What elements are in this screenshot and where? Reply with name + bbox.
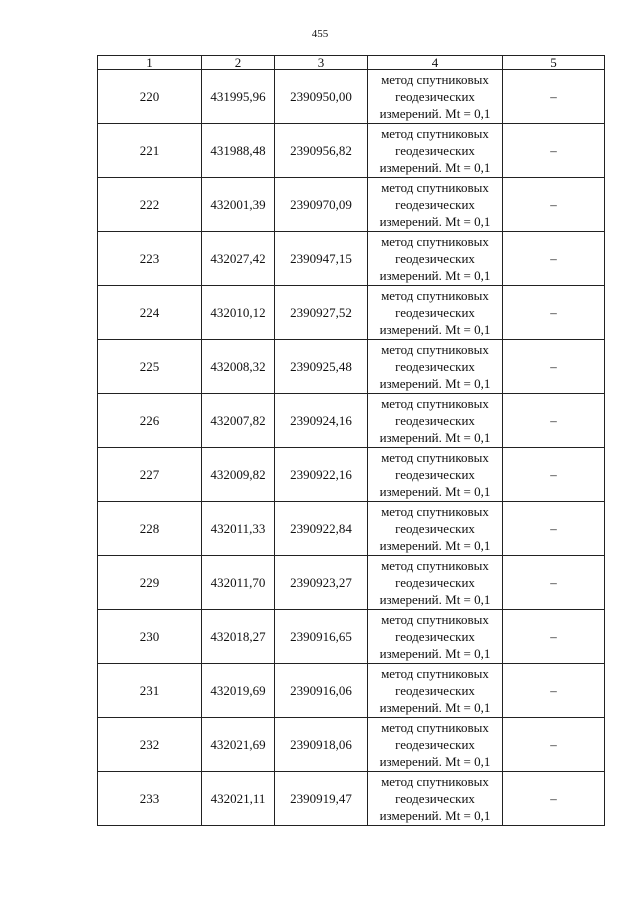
point-number-cell: 230 <box>98 610 202 664</box>
method-cell <box>368 448 503 502</box>
note-cell: – <box>503 70 605 124</box>
note-cell: – <box>503 286 605 340</box>
method-line: геодезических <box>395 359 475 374</box>
table-row <box>98 178 605 232</box>
table-row <box>98 502 605 556</box>
page-number: 455 <box>311 28 329 40</box>
note-cell: – <box>503 556 605 610</box>
method-cell <box>368 286 503 340</box>
method-cell <box>368 124 503 178</box>
method-line: геодезических <box>395 737 475 752</box>
note-cell: – <box>503 664 605 718</box>
table-row <box>98 232 605 286</box>
method-line: измерений. Mt = 0,1 <box>379 700 491 715</box>
table-row <box>98 664 605 718</box>
x-coordinate-cell: 432018,27 <box>202 610 275 664</box>
y-coordinate-cell: 2390919,47 <box>275 772 368 826</box>
point-number-cell: 222 <box>98 178 202 232</box>
x-coordinate-cell: 432021,11 <box>202 772 275 826</box>
y-coordinate-cell: 2390947,15 <box>275 232 368 286</box>
method-line: измерений. Mt = 0,1 <box>379 592 491 607</box>
note-cell: – <box>503 232 605 286</box>
method-line: метод спутниковых <box>381 450 489 465</box>
table-header-row <box>98 56 605 70</box>
method-line: метод спутниковых <box>381 666 489 681</box>
point-number-cell: 227 <box>98 448 202 502</box>
header-col-4: 4 <box>368 56 503 70</box>
y-coordinate-cell: 2390970,09 <box>275 178 368 232</box>
point-number-cell: 228 <box>98 502 202 556</box>
y-coordinate-cell: 2390916,65 <box>275 610 368 664</box>
y-coordinate-cell: 2390927,52 <box>275 286 368 340</box>
method-line: метод спутниковых <box>381 180 489 195</box>
table-row <box>98 772 605 826</box>
method-line: измерений. Mt = 0,1 <box>379 160 491 175</box>
method-line: измерений. Mt = 0,1 <box>379 430 491 445</box>
x-coordinate-cell: 432009,82 <box>202 448 275 502</box>
method-line: геодезических <box>395 575 475 590</box>
y-coordinate-cell: 2390925,48 <box>275 340 368 394</box>
method-line: метод спутниковых <box>381 558 489 573</box>
method-cell <box>368 232 503 286</box>
point-number-cell: 224 <box>98 286 202 340</box>
header-col-5: 5 <box>503 56 605 70</box>
y-coordinate-cell: 2390922,16 <box>275 448 368 502</box>
x-coordinate-cell: 432011,70 <box>202 556 275 610</box>
point-number-cell: 231 <box>98 664 202 718</box>
method-line: геодезических <box>395 791 475 806</box>
method-cell <box>368 70 503 124</box>
note-cell: – <box>503 610 605 664</box>
y-coordinate-cell: 2390923,27 <box>275 556 368 610</box>
header-col-3: 3 <box>275 56 368 70</box>
point-number-cell: 226 <box>98 394 202 448</box>
method-line: метод спутниковых <box>381 126 489 141</box>
method-cell <box>368 664 503 718</box>
method-line: геодезических <box>395 521 475 536</box>
point-number-cell: 220 <box>98 70 202 124</box>
method-cell <box>368 178 503 232</box>
note-cell: – <box>503 340 605 394</box>
table-row <box>98 448 605 502</box>
note-cell: – <box>503 394 605 448</box>
note-cell: – <box>503 124 605 178</box>
note-cell: – <box>503 718 605 772</box>
method-line: метод спутниковых <box>381 612 489 627</box>
point-number-cell: 232 <box>98 718 202 772</box>
method-line: метод спутниковых <box>381 396 489 411</box>
method-line: измерений. Mt = 0,1 <box>379 754 491 769</box>
x-coordinate-cell: 432021,69 <box>202 718 275 772</box>
x-coordinate-cell: 432010,12 <box>202 286 275 340</box>
x-coordinate-cell: 431995,96 <box>202 70 275 124</box>
point-number-cell: 225 <box>98 340 202 394</box>
table-row <box>98 556 605 610</box>
y-coordinate-cell: 2390922,84 <box>275 502 368 556</box>
method-line: измерений. Mt = 0,1 <box>379 214 491 229</box>
method-line: измерений. Mt = 0,1 <box>379 484 491 499</box>
note-cell: – <box>503 448 605 502</box>
table-row <box>98 286 605 340</box>
method-line: метод спутниковых <box>381 234 489 249</box>
method-line: измерений. Mt = 0,1 <box>379 376 491 391</box>
header-col-1: 1 <box>98 56 202 70</box>
table-row <box>98 70 605 124</box>
point-number-cell: 229 <box>98 556 202 610</box>
x-coordinate-cell: 431988,48 <box>202 124 275 178</box>
method-line: геодезических <box>395 89 475 104</box>
method-line: измерений. Mt = 0,1 <box>379 322 491 337</box>
method-line: измерений. Mt = 0,1 <box>379 538 491 553</box>
table-row <box>98 124 605 178</box>
point-number-cell: 223 <box>98 232 202 286</box>
x-coordinate-cell: 432008,32 <box>202 340 275 394</box>
table-body <box>98 70 605 826</box>
coordinates-table <box>97 55 605 826</box>
y-coordinate-cell: 2390916,06 <box>275 664 368 718</box>
method-cell <box>368 610 503 664</box>
method-line: измерений. Mt = 0,1 <box>379 808 491 823</box>
x-coordinate-cell: 432019,69 <box>202 664 275 718</box>
point-number-cell: 221 <box>98 124 202 178</box>
method-line: геодезических <box>395 197 475 212</box>
table-row <box>98 394 605 448</box>
point-number-cell: 233 <box>98 772 202 826</box>
method-line: метод спутниковых <box>381 72 489 87</box>
method-line: метод спутниковых <box>381 288 489 303</box>
table-row <box>98 610 605 664</box>
x-coordinate-cell: 432027,42 <box>202 232 275 286</box>
method-line: геодезических <box>395 683 475 698</box>
method-cell <box>368 340 503 394</box>
method-cell <box>368 556 503 610</box>
y-coordinate-cell: 2390924,16 <box>275 394 368 448</box>
method-line: измерений. Mt = 0,1 <box>379 106 491 121</box>
x-coordinate-cell: 432001,39 <box>202 178 275 232</box>
note-cell: – <box>503 502 605 556</box>
method-line: метод спутниковых <box>381 342 489 357</box>
method-line: метод спутниковых <box>381 504 489 519</box>
method-line: геодезических <box>395 305 475 320</box>
method-line: геодезических <box>395 629 475 644</box>
method-line: геодезических <box>395 251 475 266</box>
method-cell <box>368 772 503 826</box>
method-cell <box>368 502 503 556</box>
method-cell <box>368 394 503 448</box>
note-cell: – <box>503 772 605 826</box>
y-coordinate-cell: 2390956,82 <box>275 124 368 178</box>
header-col-2: 2 <box>202 56 275 70</box>
method-line: геодезических <box>395 467 475 482</box>
method-line: геодезических <box>395 143 475 158</box>
method-cell <box>368 718 503 772</box>
x-coordinate-cell: 432011,33 <box>202 502 275 556</box>
table-row <box>98 340 605 394</box>
table-row <box>98 718 605 772</box>
method-line: измерений. Mt = 0,1 <box>379 268 491 283</box>
note-cell: – <box>503 178 605 232</box>
method-line: геодезических <box>395 413 475 428</box>
y-coordinate-cell: 2390918,06 <box>275 718 368 772</box>
x-coordinate-cell: 432007,82 <box>202 394 275 448</box>
y-coordinate-cell: 2390950,00 <box>275 70 368 124</box>
method-line: метод спутниковых <box>381 720 489 735</box>
method-line: метод спутниковых <box>381 774 489 789</box>
method-line: измерений. Mt = 0,1 <box>379 646 491 661</box>
